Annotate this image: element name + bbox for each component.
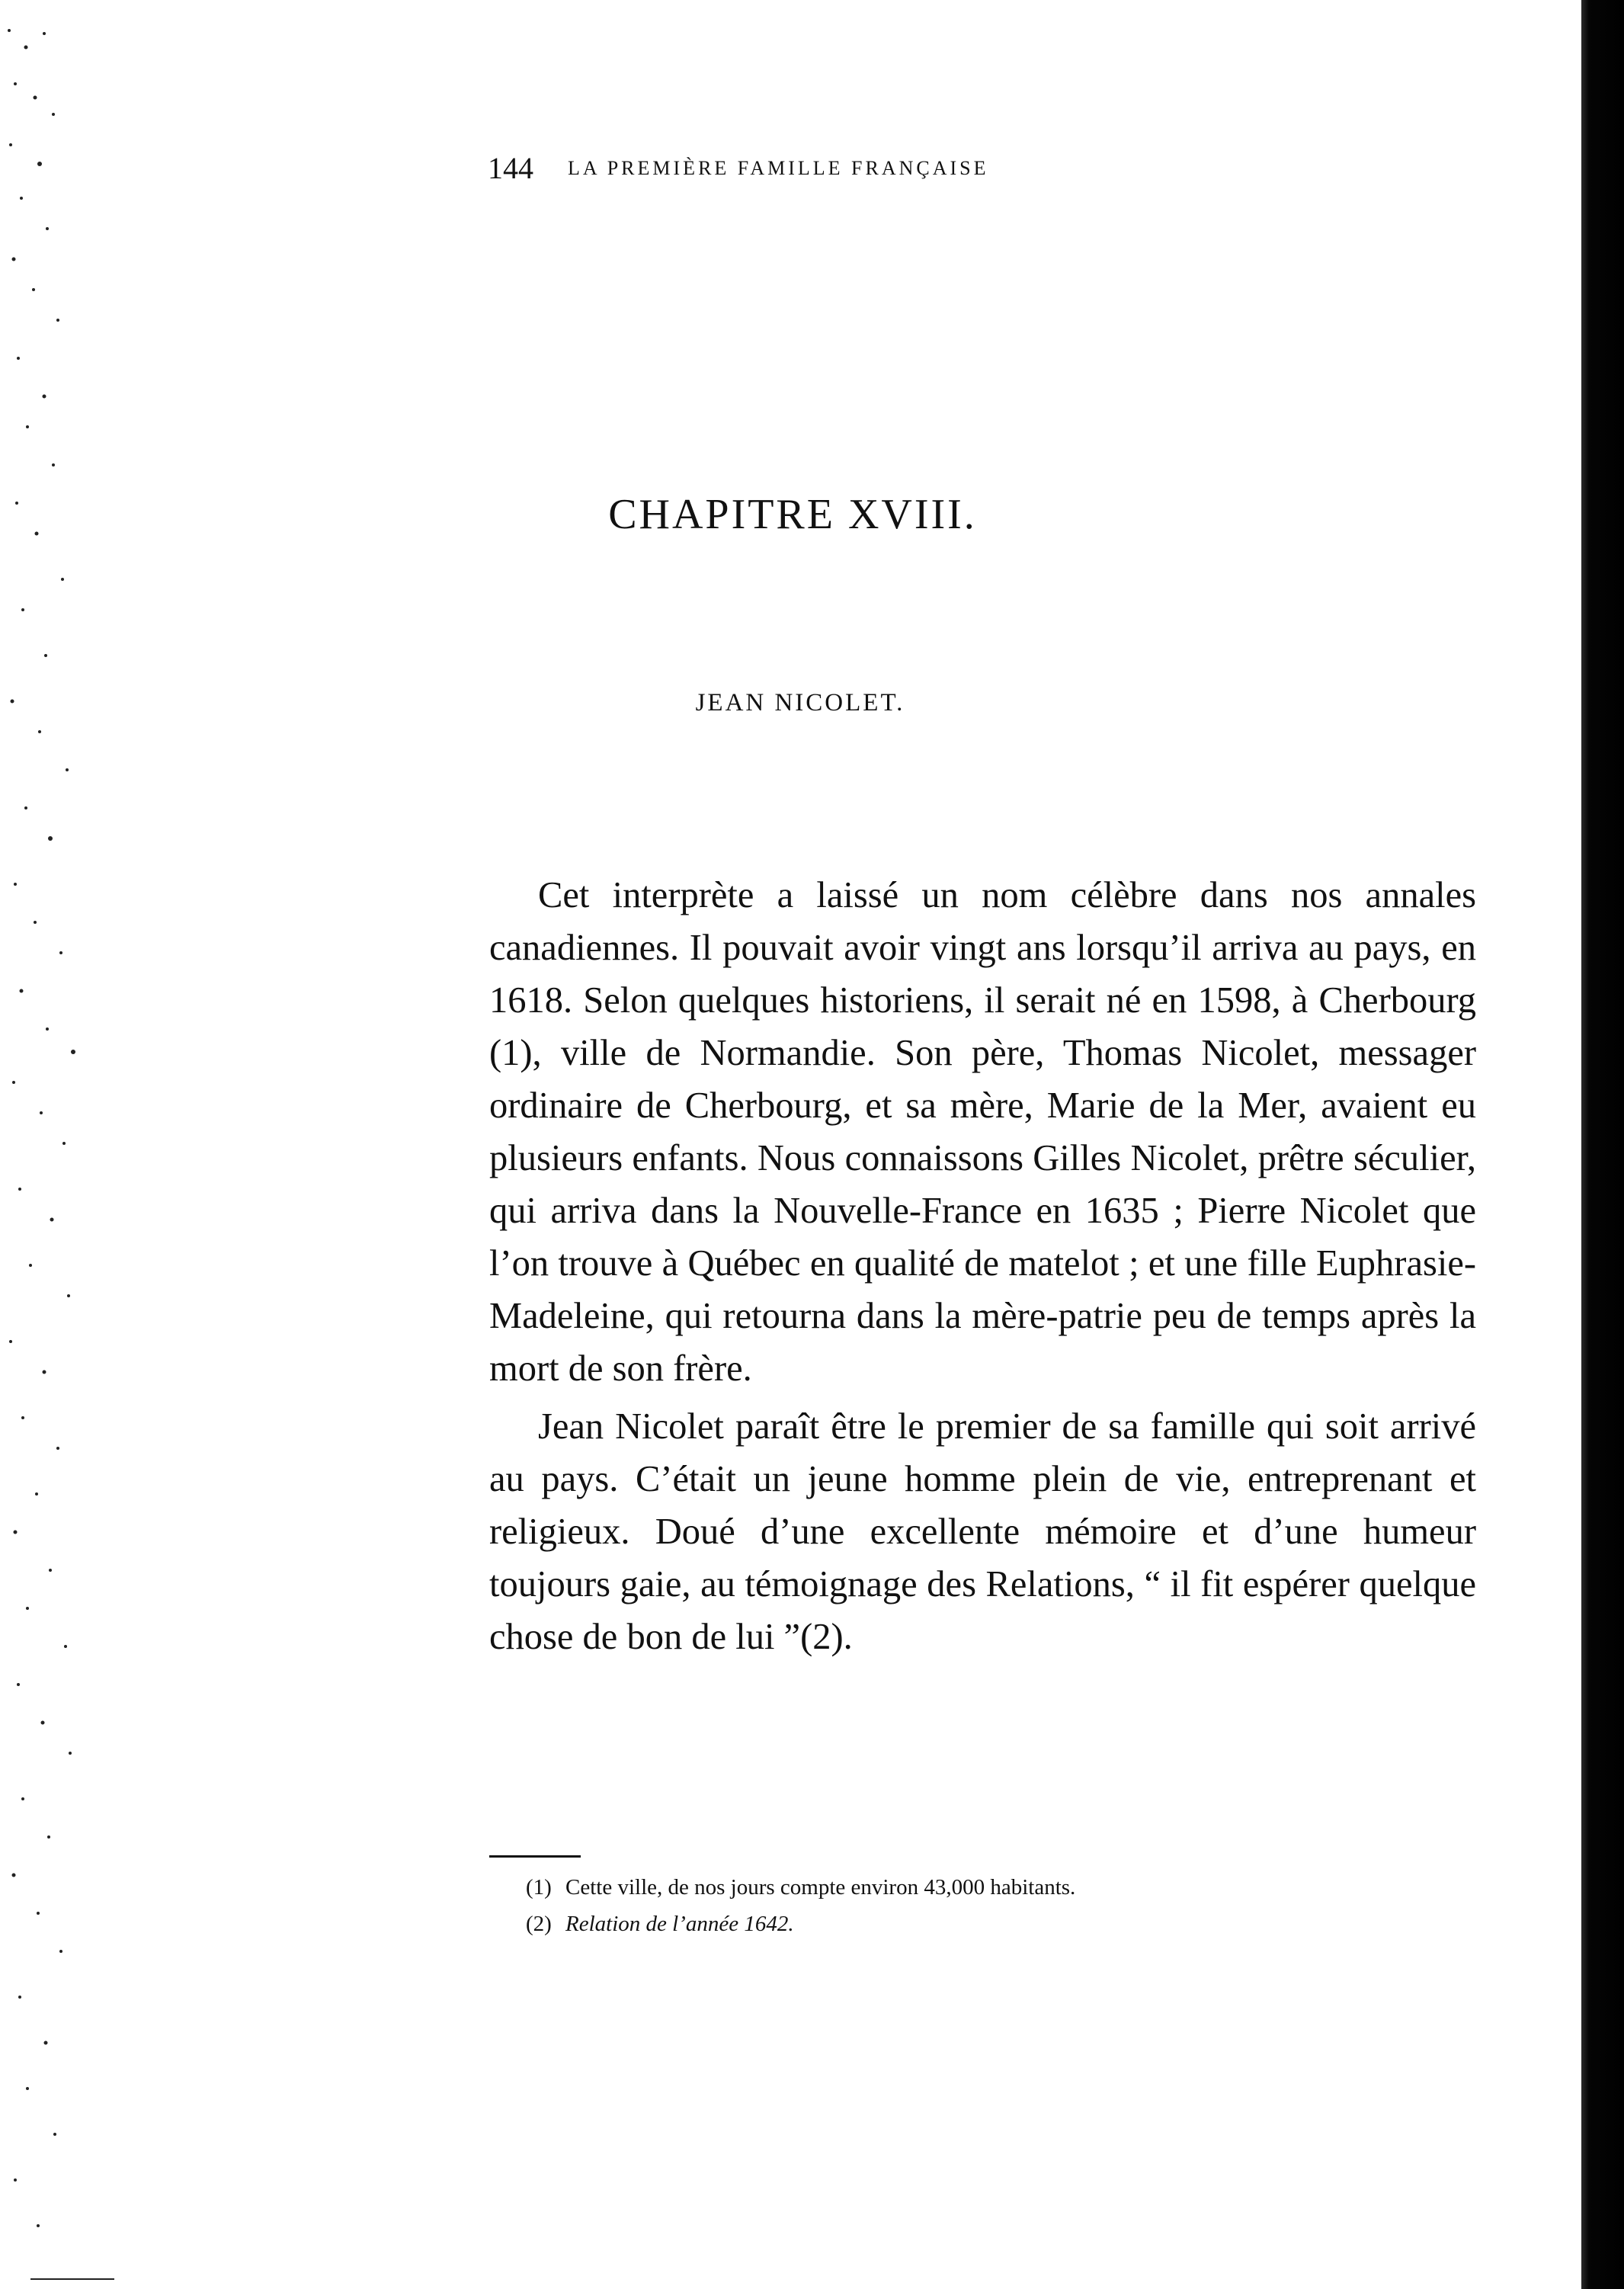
footnotes [526,1869,1440,1942]
running-header [488,149,1296,188]
footnote-text: Relation de l’année 1642. [565,1912,794,1936]
footnote-text: Cette ville, de nos jours compte environ 43,000 habitants. [565,1875,1076,1899]
chapter-title: CHAPITRE XVIII. [608,491,977,538]
footnote-mark: (2) [526,1912,552,1936]
scan-margin-noise [0,0,130,2289]
section-title: JEAN NICOLET. [695,689,905,717]
book-binding-edge [1581,0,1624,2289]
footnote-mark: (1) [526,1875,552,1899]
running-title: LA PREMIÈRE FAMILLE FRANÇAISE [568,157,989,179]
footnote-divider [489,1855,581,1858]
page-number: 144 [488,151,533,185]
paragraph: Cet interprète a laissé un nom célèbre dans nos annales canadiennes. Il pouvait avoir vingt ans lorsqu’il arriva au pays, en 1618. Selon quelques historiens, il serait né en 1598, à Cherbourg (1), ville de Normandie. Son père, Thomas Nicolet, messager ordinaire de Cherbourg, et sa mère, Marie de la Mer, avaient eu plusieurs enfants. Nous connaissons Gilles Nicolet, prêtre séculier, qui arriva dans la Nouvelle-France en 1635 ; Pierre Nicolet que l’on trouve à Québec en qualité de matelot ; et une fille Euphrasie-Madeleine, qui retourna dans la mère-patrie peu de temps après la mort de son frère. [489,875,1476,1389]
footnote-2 [526,1906,1440,1942]
body-text [489,869,1476,1663]
paragraph: Jean Nicolet paraît être le premier de sa famille qui soit arrivé au pays. C’était un jeune homme plein de vie, entreprenant et religieux. Doué d’une excellente mémoire et d’une humeur toujours gaie, au témoignage des Relations, “ il fit espérer quelque chose de bon de lui ”(2). [489,1406,1476,1657]
footnote-1 [526,1869,1440,1906]
